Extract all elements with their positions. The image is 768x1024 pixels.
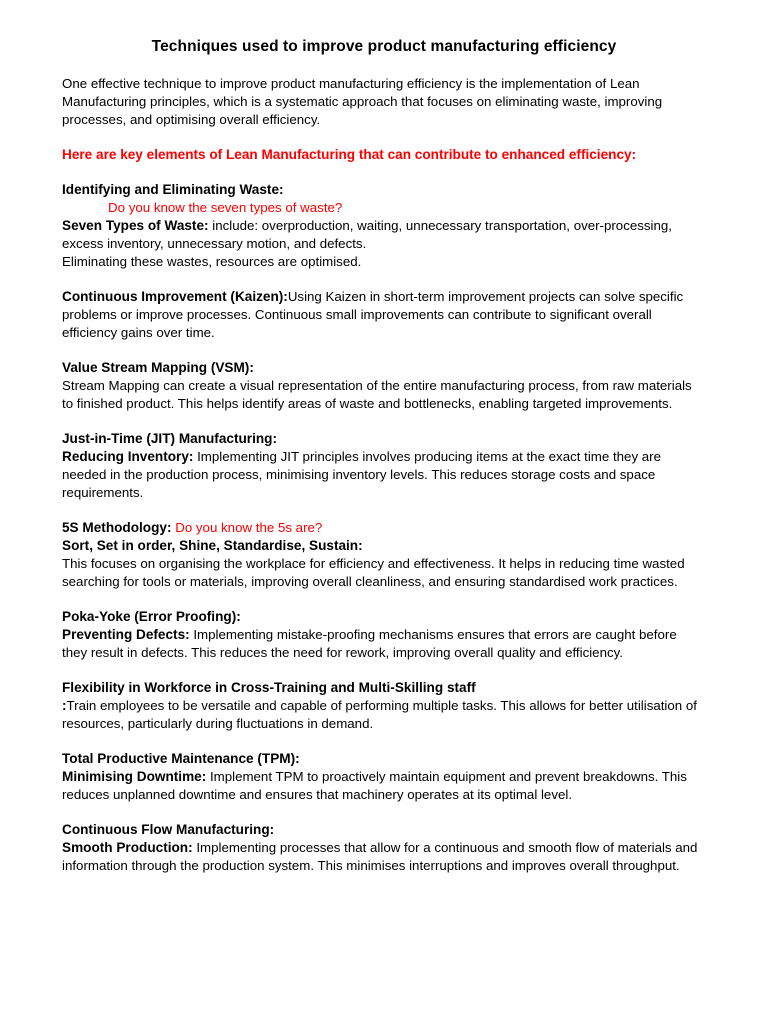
key-elements-heading: Here are key elements of Lean Manufacturing that can contribute to enhanced efficiency: [62,147,637,162]
kaizen-heading: Continuous Improvement (Kaizen): [62,289,288,304]
jit-heading: Just-in-Time (JIT) Manufacturing: [62,431,277,446]
poka-yoke-heading: Poka-Yoke (Error Proofing): [62,609,241,624]
five-s-heading-line [62,519,702,537]
vsm-text: Stream Mapping can create a visual representation of the entire manufacturing process, from raw materials to finished product. This helps identify areas of waste and bottlenecks, enabling targeted improvements. [62,378,692,411]
flow-text: Implementing processes that allow for a continuous and smooth flow of materials and information through the production system. This minimises interruptions and improves overall throughput. [62,840,698,873]
jit-paragraph [62,448,702,502]
five-s-question: Do you know the 5s are? [171,520,323,535]
kaizen-text: Using Kaizen in short-term improvement projects can solve specific problems or improve processes. Continuous small improvements can contribute to significant overall efficiency gains over time. [62,289,684,340]
waste-paragraph [62,217,702,253]
flow-heading: Continuous Flow Manufacturing: [62,822,275,837]
five-s-sub-heading: Sort, Set in order, Shine, Standardise, Sustain: [62,538,363,553]
flexibility-paragraph [62,697,702,733]
five-s-text: This focuses on organising the workplace for efficiency and effectiveness. It helps in reducing time wasted searching for tools or materials, improving overall cleanliness, and ensuring standardised work practices. [62,556,685,589]
waste-heading: Identifying and Eliminating Waste: [62,182,284,197]
tpm-paragraph [62,768,702,804]
waste-question-text: Do you know the seven types of waste? [108,200,343,215]
jit-sub-heading: Reducing Inventory: [62,449,194,464]
vsm-heading: Value Stream Mapping (VSM): [62,360,254,375]
waste-sub-heading: Seven Types of Waste: [62,218,209,233]
flow-sub-heading: Smooth Production: [62,840,193,855]
waste-text: include: overproduction, waiting, unnecessary transportation, over-processing, excess inventory, unnecessary motion, and defects. [62,218,672,251]
flexibility-lead: : [62,698,67,713]
five-s-heading: 5S Methodology: [62,520,172,535]
kaizen-paragraph [62,288,702,342]
document-body [62,75,702,875]
waste-line2: Eliminating these wastes, resources are optimised. [62,254,362,269]
tpm-text: Implement TPM to proactively maintain equipment and prevent breakdowns. This reduces unplanned downtime and ensures that machinery operates at its optimal level. [62,769,687,802]
waste-question [62,199,702,217]
document-title: Techniques used to improve product manufacturing efficiency [151,38,617,55]
flexibility-heading: Flexibility in Workforce in Cross-Training and Multi-Skilling staff [62,680,476,695]
poka-yoke-paragraph [62,626,702,662]
intro-paragraph: One effective technique to improve product manufacturing efficiency is the implementation of Lean Manufacturing principles, which is a systematic approach that focuses on eliminating waste, improving processes, and optimising overall efficiency. [62,76,663,127]
poka-yoke-sub-heading: Preventing Defects: [62,627,190,642]
flow-paragraph [62,839,702,875]
jit-text: Implementing JIT principles involves producing items at the exact time they are needed in the production process, minimising inventory levels. This reduces storage costs and space requirements. [62,449,662,500]
poka-yoke-text: Implementing mistake-proofing mechanisms ensures that errors are caught before they result in defects. This reduces the need for rework, improving overall quality and efficiency. [62,627,677,660]
tpm-sub-heading: Minimising Downtime: [62,769,207,784]
flexibility-text: Train employees to be versatile and capable of performing multiple tasks. This allows for better utilisation of resources, particularly during fluctuations in demand. [62,698,697,731]
tpm-heading: Total Productive Maintenance (TPM): [62,751,300,766]
